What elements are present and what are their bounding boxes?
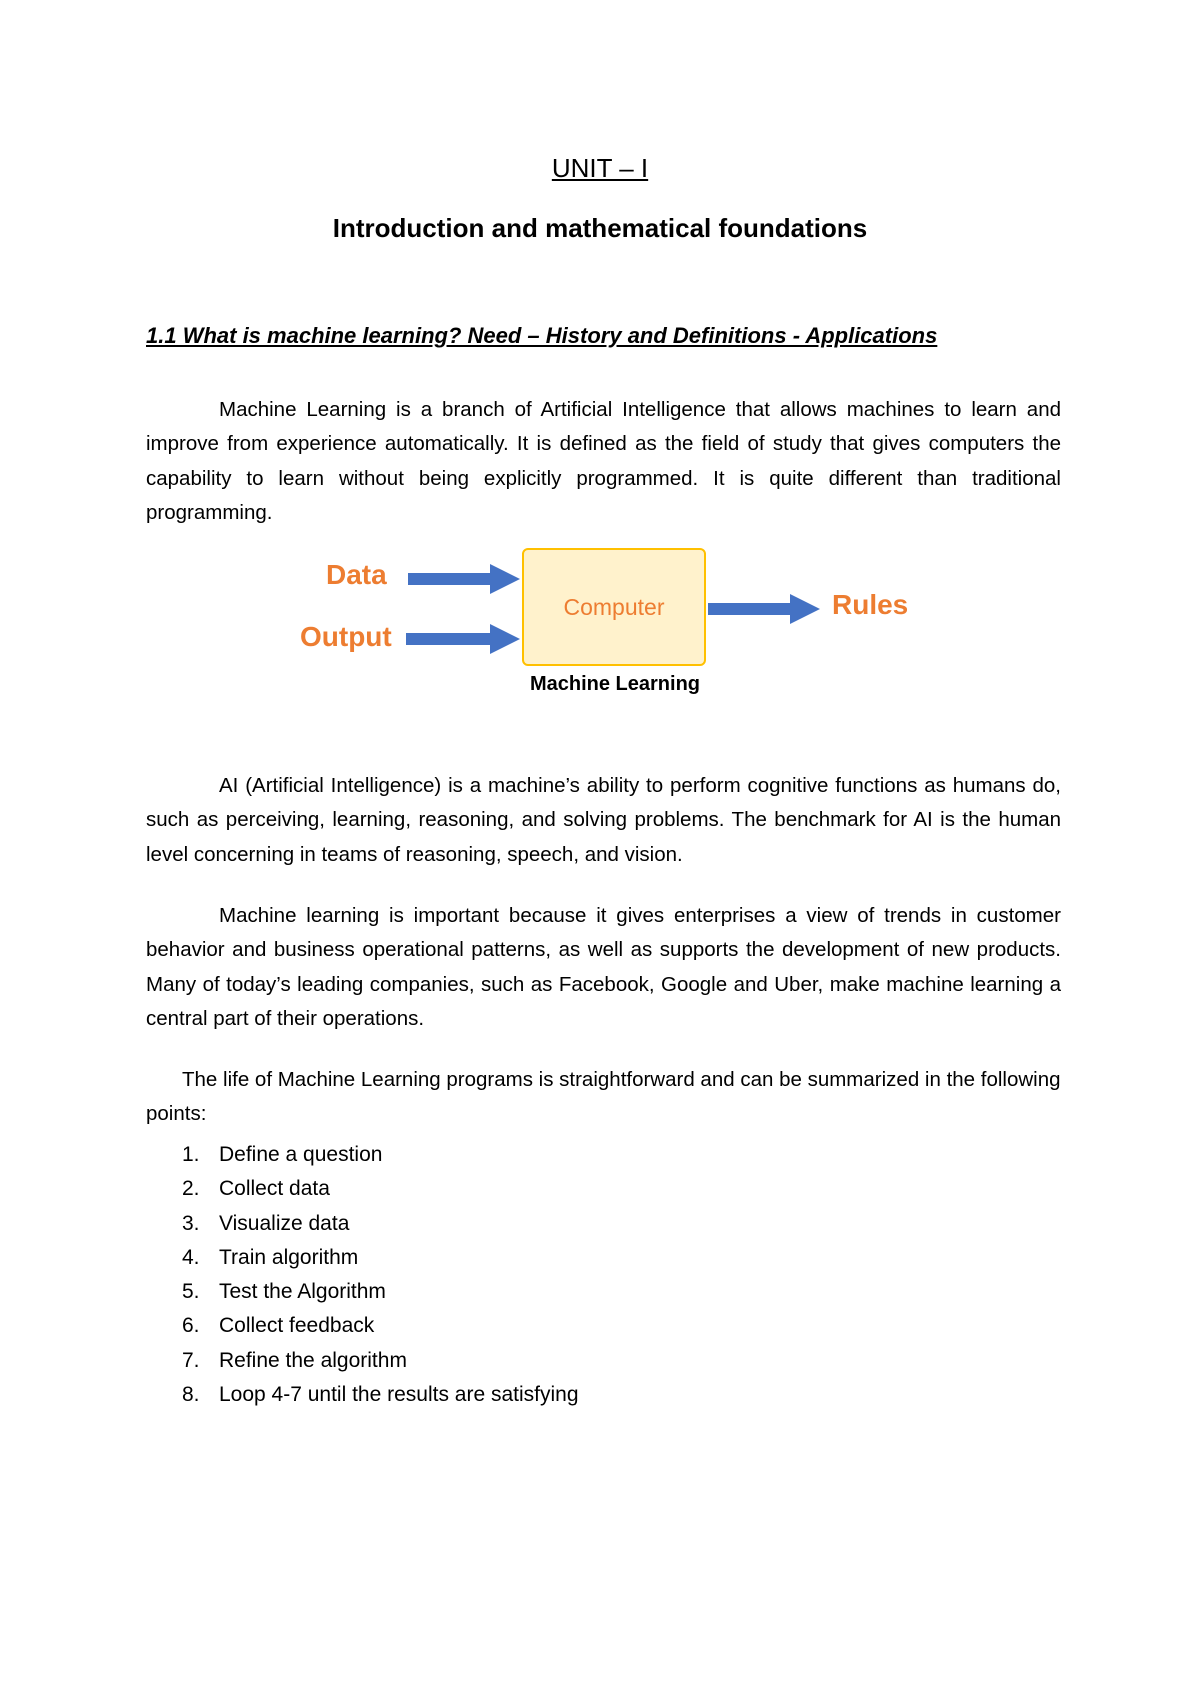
list-item-text: Refine the algorithm [219,1348,407,1372]
ml-diagram [290,540,930,700]
list-item-number: 1. [182,1143,200,1166]
list-item-text: Collect feedback [219,1314,375,1338]
list-item-text: Collect data [219,1177,330,1201]
paragraph-ai-definition: AI (Artificial Intelligence) is a machine’s ability to perform cognitive functions as humans do, such as perceiving, learning, reasoning, and solving problems. The benchmark for AI is the human level concerning in teams of reasoning, speech, and vision. [146,773,1061,866]
arrow-right-icon [408,564,520,594]
list-item [146,1241,579,1275]
list-item [146,1275,579,1309]
list-item [146,1344,579,1378]
diagram-caption: Machine Learning [529,673,701,695]
list-item-number: 7. [182,1348,200,1372]
diagram-label-output: Output [300,621,392,652]
list-item-text: Train algorithm [219,1245,359,1269]
list-item-text: Define a question [219,1143,383,1166]
unit-title: UNIT – I [551,153,649,183]
list-item [146,1172,579,1206]
arrow-right-icon [406,624,520,654]
list-item-number: 4. [182,1245,200,1269]
page-title: Introduction and mathematical foundations [332,213,868,243]
diagram-label-data: Data [326,559,387,590]
list-item-number: 2. [182,1177,200,1201]
list-item-text: Test the Algorithm [219,1280,386,1304]
list-item [146,1138,579,1172]
steps-list [146,1138,579,1412]
computer-box-label: Computer [563,593,665,620]
computer-box [522,548,706,666]
list-item-number: 3. [182,1211,200,1235]
section-heading: 1.1 What is machine learning? Need – History and Definitions - Applications [146,323,938,348]
paragraph-ml-lifecycle: The life of Machine Learning programs is straightforward and can be summarized in the following points: [146,1067,1061,1125]
list-item-text: Loop 4-7 until the results are satisfying [219,1383,579,1407]
paragraph-ml-definition: Machine Learning is a branch of Artificial Intelligence that allows machines to learn and improve from experience automatically. It is defined as the field of study that gives computers the capability to learn without being explicitly programmed. It is quite different than traditional programming. [146,397,1061,524]
list-item-number: 6. [182,1314,200,1338]
list-item [146,1309,579,1343]
list-item-number: 8. [182,1383,200,1407]
list-item-number: 5. [182,1280,200,1304]
list-item [146,1207,579,1241]
paragraph-ml-importance: Machine learning is important because it gives enterprises a view of trends in customer behavior and business operational patterns, as well as supports the development of new products. Many of today’s leading companies, such as Facebook, Google and Uber, make machine learning a central part of their operations. [146,903,1061,1030]
diagram-label-rules: Rules [832,589,909,620]
list-item-text: Visualize data [219,1211,350,1235]
arrow-right-icon [708,594,820,624]
list-item [146,1378,579,1412]
